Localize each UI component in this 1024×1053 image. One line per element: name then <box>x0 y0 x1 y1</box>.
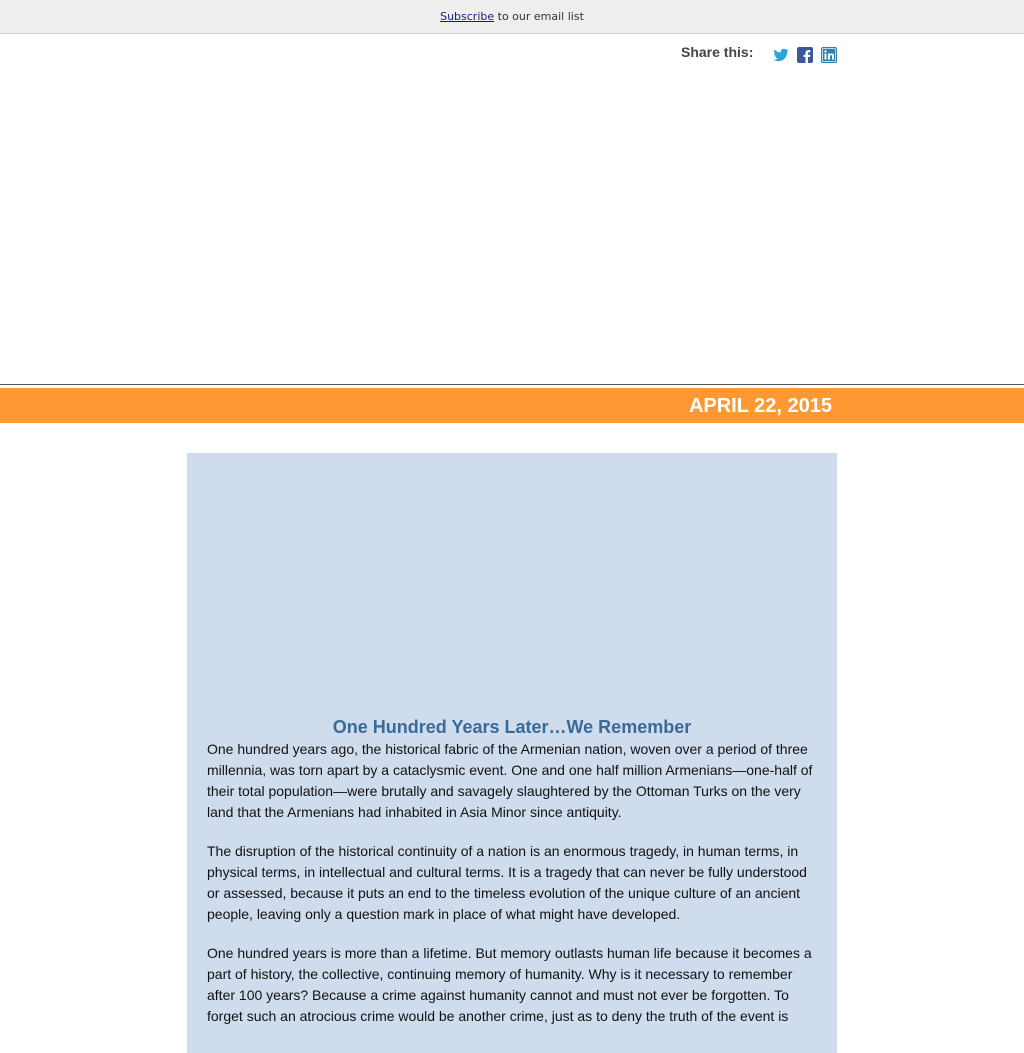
article-paragraph: One hundred years is more than a lifetime. But memory outlasts human life because it becomes a part of history, the collective, continuing memory of humanity. Why is it necessary to remember after 100 years? Because a crime against humanity cannot and must not ever be forgotten. To forget such an atrocious crime would be another crime, just as to deny the truth of the event is <box>207 945 812 1024</box>
article-body <box>207 739 819 1045</box>
issue-date: APRIL 22, 2015 <box>688 395 832 417</box>
facebook-icon[interactable] <box>797 47 813 63</box>
subscribe-suffix-text: to our email list <box>494 10 584 23</box>
date-banner <box>0 388 1024 423</box>
article-paragraph: One hundred years ago, the historical fabric of the Armenian nation, woven over a period of three millennia, was torn apart by a cataclysmic event. One and one half million Armenians—one-half of their total population—were brutally and savagely slaughtered by the Ottoman Turks on the very land that the Armenians had inhabited in Asia Minor since antiquity. <box>207 741 813 820</box>
subscribe-bar <box>0 0 1024 34</box>
share-label: Share this: <box>681 44 754 60</box>
article-paragraph: The disruption of the historical continuity of a nation is an enormous tragedy, in human terms, in physical terms, in intellectual and cultural terms. It is a tragedy that can never be fully understood or assessed, because it puts an end to the timeless evolution of the unique culture of an ancient people, leaving only a question mark in place of what might have developed. <box>207 843 807 922</box>
share-bar <box>681 43 837 65</box>
subscribe-link[interactable]: Subscribe <box>440 10 495 23</box>
article-card <box>187 453 837 1053</box>
header-divider <box>0 384 1024 385</box>
twitter-icon[interactable] <box>773 47 789 63</box>
article-title: One Hundred Years Later…We Remember <box>332 717 692 737</box>
linkedin-icon[interactable] <box>821 47 837 63</box>
